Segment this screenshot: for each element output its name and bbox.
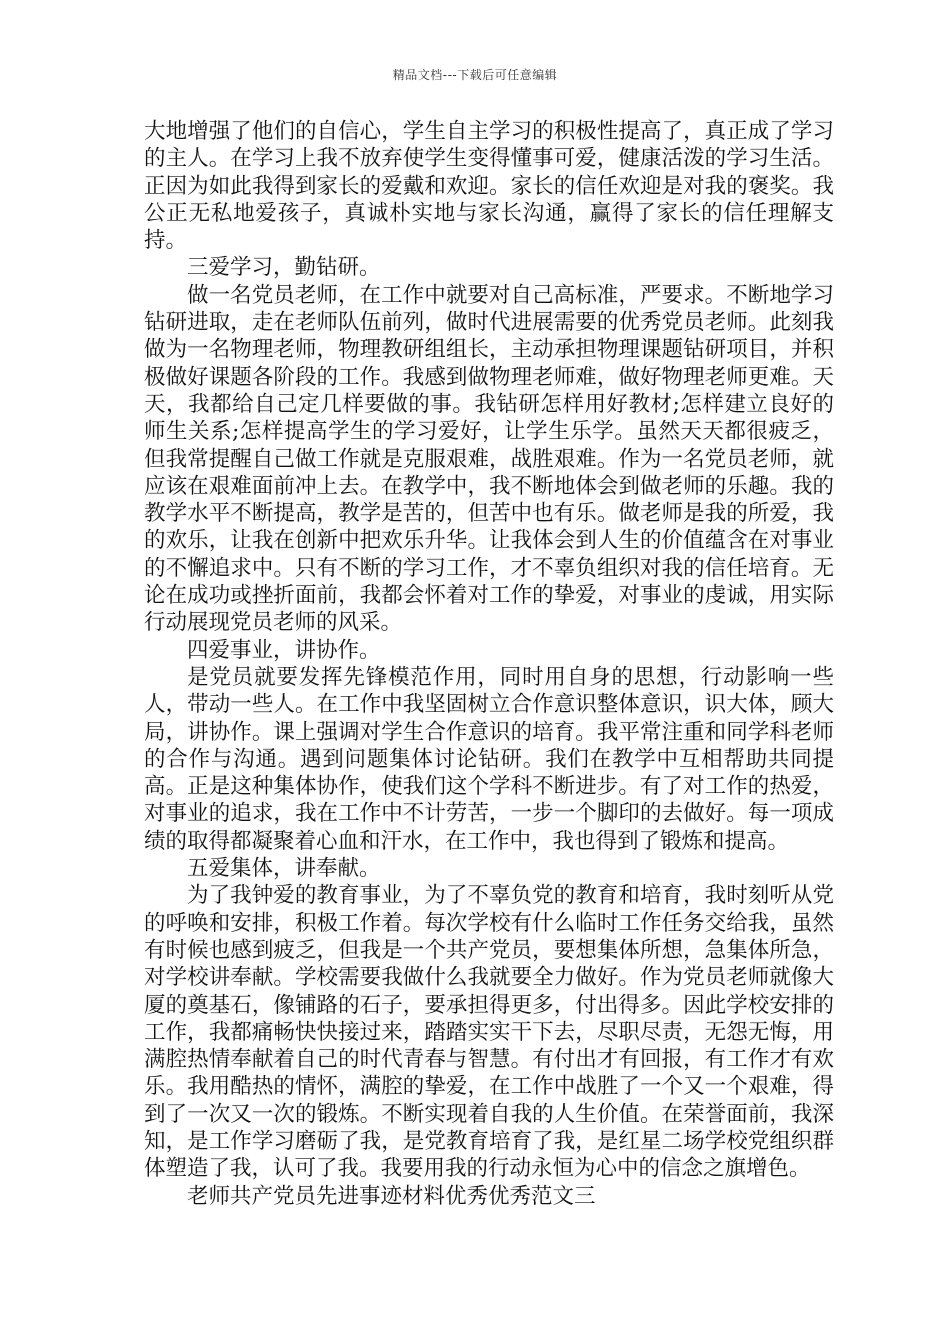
paragraph-love-study: 做一名党员老师，在工作中就要对自己高标准，严要求。不断地学习钻研进取，走在老师队伍前列，做时代进展需要的优秀党员老师。此刻我做为一名物理老师，物理教研组组长，主动承担物理课题钻研项目，并积极做好课题各阶段的工作。我感到做物理老师难，做好物理老师更难。天天，我都给自己定几样要做的事。我钻研怎样用好教材;怎样建立良好的师生关系;怎样提高学生的学习爱好，让学生乐学。虽然天天都很疲乏，但我常提醒自己做工作就是克服艰难，战胜艰难。作为一名党员老师，就应该在艰难面前冲上去。在教学中，我不断地体会到做老师的乐趣。我的教学水平不断提高，教学是苦的，但苦中也有乐。做老师是我的所爱，我的欢乐，让我在创新中把欢乐升华。让我体会到人生的价值蕴含在对事业的不懈追求中。只有不断的学习工作，才不辜负组织对我的信任培育。无论在成功或挫折面前，我都会怀着对工作的挚爱，对事业的虔诚，用实际行动展现党员老师的风采。: [144, 282, 834, 636]
paragraph-love-career: 是党员就要发挥先锋模范作用，同时用自身的思想，行动影响一些人，带动一些人。在工作中我坚固树立合作意识整体意识，识大体，顾大局，讲协作。课上强调对学生合作意识的培育。我平常注重和同学科老师的合作与沟通。遇到问题集体讨论钻研。我们在教学中互相帮助共同提高。正是这种集体协作，使我们这个学科不断进步。有了对工作的热爱，对事业的追求，我在工作中不计劳苦，一步一个脚印的去做好。每一项成绩的取得都凝聚着心血和汗水，在工作中，我也得到了锻炼和提高。: [144, 664, 834, 854]
paragraph-continuation: 大地增强了他们的自信心，学生自主学习的积极性提高了，真正成了学习的主人。在学习上我不放弃使学生变得懂事可爱，健康活泼的学习生活。正因为如此我得到家长的爱戴和欢迎。家长的信任欢迎是对我的褒奖。我公正无私地爱孩子，真诚朴实地与家长沟通，赢得了家长的信任理解支持。: [144, 119, 834, 254]
section-heading-love-study: 三爱学习，勤钻研。: [187, 255, 381, 281]
section-heading-love-collective: 五爱集体，讲奉献。: [187, 856, 381, 882]
page-header: 精品文档---下载后可任意编辑: [392, 68, 558, 82]
document-body: [144, 118, 834, 1210]
paragraph-love-collective: 为了我钟爱的教育事业，为了不辜负党的教育和培育，我时刻听从党的呼唤和安排，积极工作着。每次学校有什么临时工作任务交给我，虽然有时候也感到疲乏，但我是一个共产党员，要想集体所想，急集体所急，对学校讲奉献。学校需要我做什么我就要全力做好。作为党员老师就像大厦的奠基石，像铺路的石子，要承担得更多，付出得多。因此学校安排的工作，我都痛畅快快接过来，踏踏实实干下去，尽职尽责，无怨无悔，用满腔热情奉献着自己的时代青春与智慧。有付出才有回报，有工作才有欢乐。我用酷热的情怀，满腔的挚爱，在工作中战胜了一个又一个艰难，得到了一次又一次的锻炼。不断实现着自我的人生价值。在荣誉面前，我深知，是工作学习磨砺了我，是党教育培育了我，是红星二场学校党组织群体塑造了我，认可了我。我要用我的行动永恒为心中的信念之旗增色。: [144, 883, 834, 1182]
next-section-title: 老师共产党员先进事迹材料优秀优秀范文三: [187, 1183, 596, 1209]
section-heading-love-career: 四爱事业，讲协作。: [187, 637, 381, 663]
